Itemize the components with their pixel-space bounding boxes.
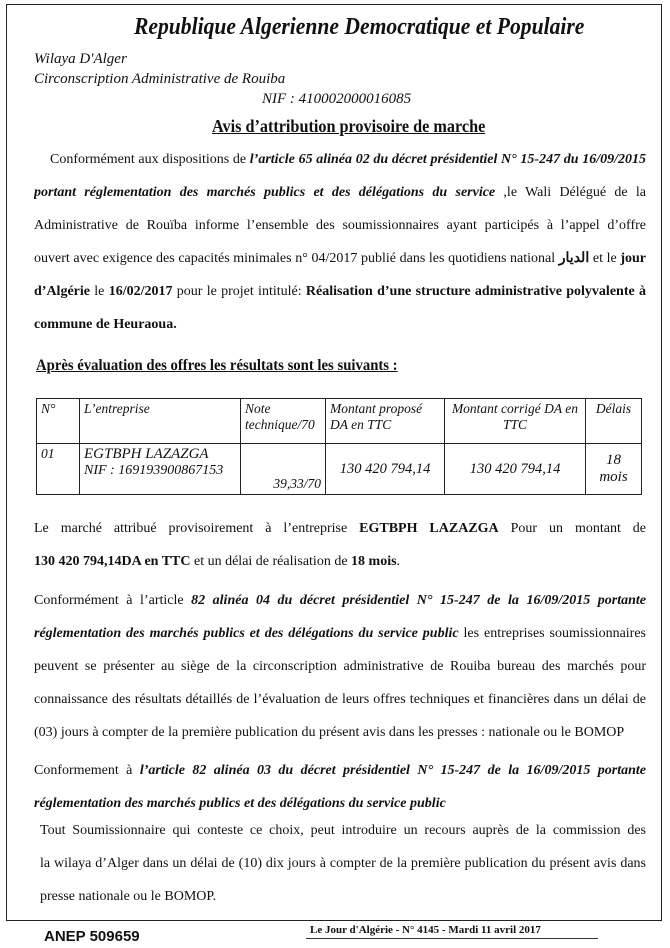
article-82-04-paragraph (34, 584, 646, 749)
entreprise-name: EGTBPH LAZAZGA (84, 446, 209, 462)
results-heading: Après évaluation des offres les résultats sont les suivants : (36, 357, 398, 374)
intro-line: Administrative de Rouïba informe l’ensemble des soumissionnaires ayant participés à l’appel d’offre (34, 218, 646, 233)
cell-note: 39,33/70 (241, 444, 326, 495)
header-montant-propose: Montant proposé DA en TTC (326, 399, 445, 444)
article-82-03-paragraph (34, 754, 646, 820)
intro-line: Conformément aux dispositions de l’article 65 alinéa 02 du décret présidentiel N° 15-247 du 16/09/2015 (50, 152, 646, 167)
intro-line: ouvert avec exigence des capacités minimales n° 04/2017 publié dans les quotidiens national الديار et le jour (34, 251, 646, 266)
anep-reference: ANEP 509659 (44, 928, 140, 945)
header-delais: Délais (586, 399, 642, 444)
award-paragraph (34, 512, 646, 578)
recours-line: la wilaya d’Alger dans un délai de (10) dix jours à compter de la première publication du présent avis dans (40, 856, 646, 871)
header-montant-corrige: Montant corrigé DA en TTC (445, 399, 586, 444)
cell-montant-corrige: 130 420 794,14 (445, 444, 586, 495)
page-title: Republique Algerienne Democratique et Populaire (134, 14, 585, 40)
header-no: N° (37, 399, 80, 444)
results-table (36, 398, 642, 495)
footer-rule (306, 938, 598, 939)
intro-line: d’Algérie le 16/02/2017 pour le projet intitulé: Réalisation d’une structure administrative polyvalente à (34, 284, 646, 299)
cell-montant-propose: 130 420 794,14 (326, 444, 445, 495)
notice-subject: Avis d’attribution provisoire de marche (212, 116, 486, 136)
award-line: Le marché attribué provisoirement à l’entreprise EGTBPH LAZAZGA Pour un montant de (34, 521, 646, 536)
header-entreprise: L’entreprise (80, 399, 241, 444)
article-line: connaissance des résultats détaillés de l’évaluation de leurs offres techniques et financières dans un délai de (34, 692, 646, 707)
intro-paragraph (34, 143, 646, 341)
recours-line: presse nationale ou le BOMOP. (40, 889, 217, 904)
award-line: 130 420 794,14DA en TTC et un délai de réalisation de 18 mois. (34, 554, 401, 569)
cell-delais: 18 mois (586, 444, 642, 495)
journal-reference: Le Jour d'Algérie - N° 4145 - Mardi 11 avril 2017 (310, 924, 541, 936)
nif-label: NIF : 410002000016085 (262, 91, 412, 107)
article-line: (03) jours à compter de la première publication du présent avis dans les presses : nationale ou le BOMOP (34, 725, 625, 740)
recours-line: Tout Soumissionnaire qui conteste ce choix, peut introduire un recours auprès de la commission des (40, 823, 646, 838)
table-header-row (37, 399, 642, 444)
intro-line: commune de Heuraoua. (34, 317, 177, 332)
article-line: peuvent se présenter au siège de la circonscription administrative de Rouiba bureau des marchés pour (34, 659, 646, 674)
header-note: Note technique/70 (241, 399, 326, 444)
cell-entreprise (80, 444, 241, 495)
recours-paragraph (40, 814, 646, 913)
circonscription-label: Circonscription Administrative de Rouiba (34, 71, 286, 87)
table-row (37, 444, 642, 495)
article-line: Conformément à l’article 82 alinéa 04 du décret présidentiel N° 15-247 de la 16/09/2015 portante (34, 593, 646, 608)
article-line: réglementation des marchés publics et des délégations du service public (34, 796, 446, 811)
article-line: Conformement à l’article 82 alinéa 03 du décret présidentiel N° 15-247 de la 16/09/2015 portante (34, 763, 646, 778)
intro-line: portant réglementation des marchés publics et des délégations du service ,le Wali Délégué de la (34, 185, 646, 200)
article-line: réglementation des marchés publics et des délégations du service public les entreprises soumissionnaires (34, 626, 646, 641)
cell-no: 01 (37, 444, 80, 495)
wilaya-label: Wilaya D'Alger (34, 51, 127, 67)
entreprise-nif: NIF : 169193900867153 (84, 463, 224, 478)
